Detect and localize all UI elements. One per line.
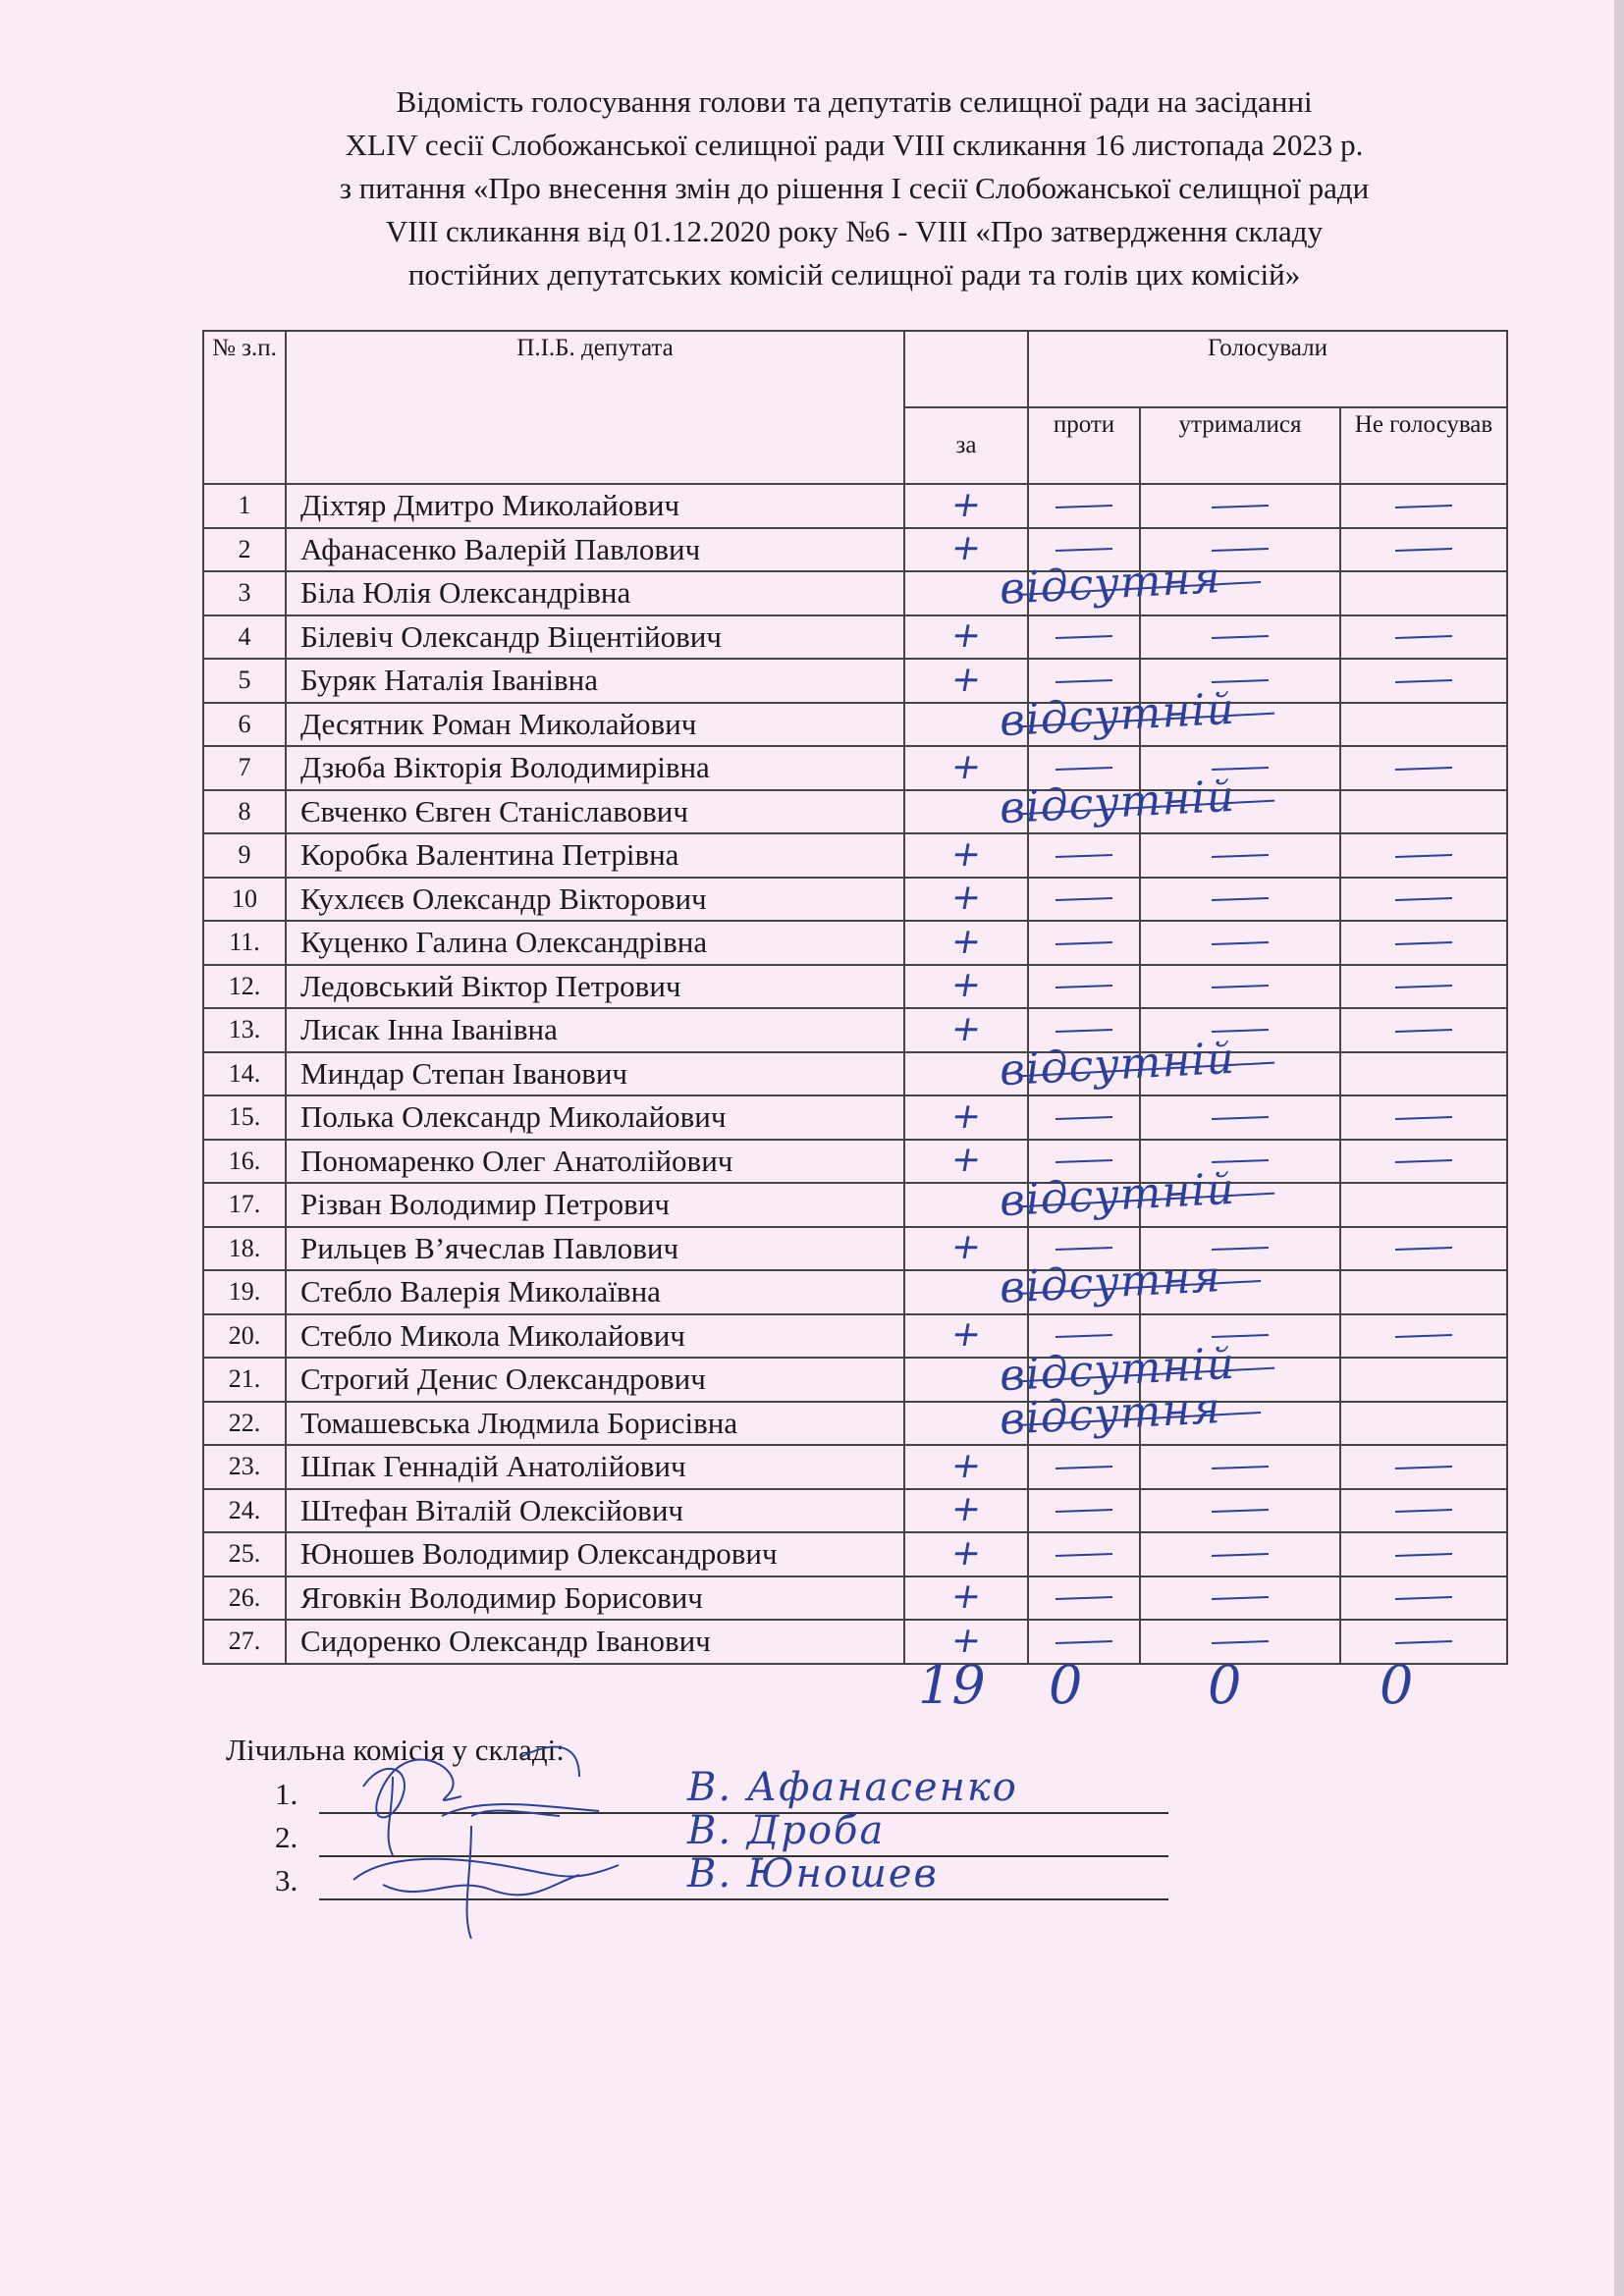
dash-mark [1056, 1247, 1112, 1251]
dash-mark [1056, 897, 1112, 901]
row-number: 10 [203, 878, 286, 922]
table-row [203, 878, 1507, 922]
row-number: 9 [203, 833, 286, 878]
header-for: за [904, 407, 1028, 484]
vote-not-voted-cell [1340, 1052, 1507, 1096]
dash-mark [1395, 941, 1452, 945]
member-name: В. Юношев [687, 1851, 939, 1896]
title-line-5: постійних депутатських комісій селищної ради та голів цих комісій» [407, 257, 1301, 292]
vote-against-cell [1028, 833, 1140, 878]
row-number: 1 [203, 484, 286, 528]
dash-mark [1395, 1116, 1452, 1120]
vote-for-cell [904, 1576, 1028, 1621]
row-number: 11. [203, 921, 286, 965]
total-for: 19 [918, 1654, 986, 1716]
absent-note: відсутня [998, 1382, 1222, 1445]
deputy-name: Білевіч Олександр Віцентійович [286, 615, 904, 660]
deputy-name: Сидоренко Олександр Іванович [286, 1620, 904, 1664]
header-voted: Голосували [1028, 331, 1507, 407]
dash-mark [1212, 548, 1269, 552]
vote-against-cell [1028, 1532, 1140, 1576]
table-row [203, 1402, 1507, 1446]
plus-mark: + [947, 1576, 985, 1618]
plus-mark: + [947, 1008, 985, 1049]
plus-mark: + [947, 1489, 985, 1530]
vote-against-cell [1028, 615, 1140, 660]
plus-mark: + [947, 1445, 985, 1486]
vote-abstained-cell [1140, 1445, 1340, 1489]
vote-abstained-cell [1140, 1576, 1340, 1621]
deputy-name: Шпак Геннадій Анатолійович [286, 1445, 904, 1489]
vote-not-voted-cell [1340, 1445, 1507, 1489]
dash-mark [1395, 1509, 1452, 1513]
absent-note: відсутній [998, 1338, 1237, 1402]
dash-mark [1395, 985, 1452, 988]
deputy-name: Строгий Денис Олександрович [286, 1358, 904, 1402]
row-number: 23. [203, 1445, 286, 1489]
plus-mark: + [947, 484, 985, 525]
dash-mark [1212, 1466, 1269, 1469]
row-number: 18. [203, 1227, 286, 1271]
vote-not-voted-cell [1340, 878, 1507, 922]
plus-mark: + [947, 615, 985, 657]
vote-for-cell [904, 833, 1028, 878]
plus-mark: + [947, 921, 985, 962]
vote-not-voted-cell [1340, 484, 1507, 528]
dash-mark [1056, 1509, 1112, 1513]
vote-against-cell [1028, 1095, 1140, 1140]
deputy-name: Євченко Євген Станіславович [286, 790, 904, 834]
title-line-3: з питання «Про внесення змін до рішення І сесії Слобожанської селищної ради [339, 171, 1370, 205]
vote-not-voted-cell [1340, 1140, 1507, 1184]
vote-not-voted-cell [1340, 1183, 1507, 1227]
plus-mark: + [947, 659, 985, 700]
vote-abstained-cell [1140, 1532, 1340, 1576]
vote-against-cell [998, 1163, 1237, 1227]
dash-mark [1212, 1553, 1269, 1557]
dash-mark [1056, 1029, 1112, 1033]
vote-for-cell [904, 1489, 1028, 1533]
dash-mark [1395, 635, 1452, 639]
vote-not-voted-cell [1340, 1489, 1507, 1533]
vote-abstained-cell [1140, 615, 1340, 660]
vote-for-cell [904, 921, 1028, 965]
plus-mark: + [947, 746, 985, 787]
row-number: 17. [203, 1183, 286, 1227]
table-row [203, 746, 1507, 790]
vote-not-voted-cell [1340, 1402, 1507, 1446]
deputy-name: Пономаренко Олег Анатолійович [286, 1140, 904, 1184]
dash-mark [1056, 548, 1112, 552]
dash-mark [1395, 1640, 1452, 1644]
deputy-name: Буряк Наталія Іванівна [286, 659, 904, 703]
dash-mark [1212, 985, 1269, 988]
absent-note: відсутній [998, 683, 1237, 746]
row-number: 20. [203, 1314, 286, 1359]
total-not-voted: 0 [1380, 1654, 1414, 1716]
row-number: 15. [203, 1095, 286, 1140]
table-row [203, 790, 1507, 834]
table-row [203, 1445, 1507, 1489]
title-line-1: Відомість голосування голови та депутатів селищної ради на засіданні [396, 84, 1313, 119]
dash-mark [1056, 941, 1112, 945]
deputy-name: Стебло Микола Миколайович [286, 1314, 904, 1359]
vote-not-voted-cell [1340, 659, 1507, 703]
member-index: 1. [275, 1777, 298, 1811]
document-title [147, 80, 1561, 296]
table-row [203, 571, 1507, 615]
deputy-name: Лисак Інна Іванівна [286, 1008, 904, 1052]
absent-note: відсутня [998, 1252, 1222, 1313]
member-name: В. Дроба [687, 1808, 886, 1853]
plus-mark: + [947, 1532, 985, 1574]
dash-mark [1056, 1466, 1112, 1469]
plus-mark: + [947, 833, 985, 875]
vote-not-voted-cell [1340, 703, 1507, 747]
absent-note: відсутній [998, 1163, 1237, 1227]
table-row [203, 528, 1507, 572]
dash-mark [1056, 1159, 1112, 1163]
member-index: 3. [275, 1863, 298, 1897]
deputy-name: Діхтяр Дмитро Миколайович [286, 484, 904, 528]
table-row [203, 1576, 1507, 1621]
deputy-name: Біла Юлія Олександрівна [286, 571, 904, 615]
vote-against-cell [1028, 1445, 1140, 1489]
absent-note: відсутній [998, 1033, 1237, 1095]
vote-not-voted-cell [1340, 1532, 1507, 1576]
deputy-name: Різван Володимир Петрович [286, 1183, 904, 1227]
dash-mark [1056, 679, 1112, 683]
dash-mark [1056, 1596, 1112, 1600]
table-row [203, 921, 1507, 965]
table-row [203, 1140, 1507, 1184]
vote-not-voted-cell [1340, 615, 1507, 660]
member-index: 2. [275, 1820, 298, 1854]
vote-abstained-cell [1140, 484, 1340, 528]
row-number: 14. [203, 1052, 286, 1096]
table-row [203, 1227, 1507, 1271]
vote-against-cell [998, 1382, 1222, 1446]
deputy-name: Томашевська Людмила Борисівна [286, 1402, 904, 1446]
dash-mark [1395, 854, 1452, 858]
vote-not-voted-cell [1340, 528, 1507, 572]
dash-mark [1395, 679, 1452, 683]
table-row [203, 1314, 1507, 1359]
dash-mark [1212, 1116, 1269, 1120]
vote-against-cell [998, 683, 1237, 747]
table-row [203, 1358, 1507, 1402]
table-row [203, 1183, 1507, 1227]
table-row [203, 1095, 1507, 1140]
dash-mark [1212, 505, 1269, 508]
deputy-name: Юношев Володимир Олександрович [286, 1532, 904, 1576]
dash-mark [1212, 679, 1269, 683]
row-number: 27. [203, 1620, 286, 1664]
vote-not-voted-cell [1340, 746, 1507, 790]
dash-mark [1395, 1159, 1452, 1163]
dash-mark [1056, 505, 1112, 508]
row-number: 26. [203, 1576, 286, 1621]
committee-label: Лічильна комісія у складі: [226, 1733, 565, 1767]
plus-mark: + [947, 965, 985, 1006]
vote-not-voted-cell [1340, 1008, 1507, 1052]
dash-mark [1395, 1553, 1452, 1557]
table-row [203, 1489, 1507, 1533]
row-number: 19. [203, 1270, 286, 1314]
dash-mark [1395, 1334, 1452, 1338]
dash-mark [1395, 1466, 1452, 1469]
dash-mark [1212, 1247, 1269, 1251]
row-number: 16. [203, 1140, 286, 1184]
dash-mark [1056, 1553, 1112, 1557]
vote-not-voted-cell [1340, 921, 1507, 965]
voting-table [202, 330, 1508, 1665]
vote-for-cell [904, 615, 1028, 660]
row-number: 5 [203, 659, 286, 703]
dash-mark [1212, 941, 1269, 945]
deputy-name: Дзюба Вікторія Володимирівна [286, 746, 904, 790]
vote-against-cell [1028, 965, 1140, 1009]
dash-mark [1212, 854, 1269, 858]
table-row [203, 484, 1507, 528]
vote-against-cell [1028, 1576, 1140, 1621]
dash-mark [1395, 767, 1452, 771]
dash-mark [1212, 1029, 1269, 1033]
vote-for-cell [904, 1095, 1028, 1140]
row-number: 7 [203, 746, 286, 790]
table-row [203, 965, 1507, 1009]
row-number: 22. [203, 1402, 286, 1446]
vote-against-cell [1028, 1489, 1140, 1533]
dash-mark [1212, 635, 1269, 639]
handwritten-signature [324, 1718, 677, 1944]
dash-mark [1395, 1596, 1452, 1600]
dash-mark [1212, 897, 1269, 901]
row-number: 8 [203, 790, 286, 834]
deputy-name: Куценко Галина Олександрівна [286, 921, 904, 965]
deputy-name: Полька Олександр Миколайович [286, 1095, 904, 1140]
vote-not-voted-cell [1340, 833, 1507, 878]
row-number: 25. [203, 1532, 286, 1576]
dash-mark [1056, 767, 1112, 771]
vote-abstained-cell [1140, 1489, 1340, 1533]
deputy-name: Штефан Віталій Олексійович [286, 1489, 904, 1533]
header-num: № з.п. [203, 331, 286, 484]
vote-not-voted-cell [1340, 790, 1507, 834]
vote-for-cell [904, 1445, 1028, 1489]
deputy-name: Яговкін Володимир Борисович [286, 1576, 904, 1621]
vote-for-cell [904, 965, 1028, 1009]
vote-for-cell [904, 1532, 1028, 1576]
deputy-name: Стебло Валерія Миколаївна [286, 1270, 904, 1314]
title-line-4: VIII скликання від 01.12.2020 року №6 - VIII «Про затвердження складу [385, 214, 1324, 248]
vote-against-cell [1028, 878, 1140, 922]
plus-mark: + [947, 1140, 985, 1181]
deputy-name: Кухлєєв Олександр Вікторович [286, 878, 904, 922]
vote-against-cell [998, 1033, 1237, 1096]
dash-mark [1395, 505, 1452, 508]
deputy-name: Ледовський Віктор Петрович [286, 965, 904, 1009]
plus-mark: + [947, 1227, 985, 1268]
dash-mark [1056, 985, 1112, 988]
deputy-name: Десятник Роман Миколайович [286, 703, 904, 747]
dash-mark [1212, 1159, 1269, 1163]
dash-mark [1056, 1116, 1112, 1120]
dash-mark [1395, 1029, 1452, 1033]
row-number: 4 [203, 615, 286, 660]
row-number: 24. [203, 1489, 286, 1533]
vote-totals [0, 1654, 1624, 1716]
table-row [203, 833, 1507, 878]
vote-against-cell [998, 1252, 1222, 1314]
vote-abstained-cell [1140, 965, 1340, 1009]
header-not-voted: Не голосував [1340, 407, 1507, 484]
header-name: П.І.Б. депутата [286, 331, 904, 484]
table-row [203, 1052, 1507, 1096]
table-row [203, 1008, 1507, 1052]
title-line-2: XLIV сесії Слобожанської селищної ради VIII скликання 16 листопада 2023 р. [345, 128, 1364, 162]
header-against: проти [1028, 407, 1140, 484]
deputy-name: Афанасенко Валерій Павлович [286, 528, 904, 572]
vote-abstained-cell [1140, 878, 1340, 922]
vote-not-voted-cell [1340, 1358, 1507, 1402]
dash-mark [1212, 1334, 1269, 1338]
row-number: 13. [203, 1008, 286, 1052]
absent-note: відсутній [998, 771, 1237, 833]
vote-against-cell [1028, 921, 1140, 965]
plus-mark: + [947, 1314, 985, 1356]
vote-against-cell [1028, 484, 1140, 528]
vote-not-voted-cell [1340, 1314, 1507, 1359]
row-number: 21. [203, 1358, 286, 1402]
table-row [203, 659, 1507, 703]
vote-not-voted-cell [1340, 571, 1507, 615]
vote-abstained-cell [1140, 1095, 1340, 1140]
vote-not-voted-cell [1340, 1576, 1507, 1621]
plus-mark: + [947, 1620, 985, 1661]
plus-mark: + [947, 528, 985, 569]
plus-mark: + [947, 1095, 985, 1137]
dash-mark [1212, 1640, 1269, 1644]
dash-mark [1056, 635, 1112, 639]
total-abstained: 0 [1208, 1654, 1242, 1716]
vote-abstained-cell [1140, 921, 1340, 965]
plus-mark: + [947, 878, 985, 919]
row-number: 3 [203, 571, 286, 615]
header-abstained: утрималися [1140, 407, 1340, 484]
deputy-name: Рильцев В’ячеслав Павлович [286, 1227, 904, 1271]
dash-mark [1395, 548, 1452, 552]
dash-mark [1212, 1596, 1269, 1600]
vote-for-cell [904, 484, 1028, 528]
dash-mark [1395, 897, 1452, 901]
dash-mark [1056, 1334, 1112, 1338]
row-number: 12. [203, 965, 286, 1009]
vote-not-voted-cell [1340, 1095, 1507, 1140]
member-name: В. Афанасенко [687, 1765, 1018, 1810]
dash-mark [1212, 1509, 1269, 1513]
vote-against-cell [998, 553, 1222, 615]
row-number: 6 [203, 703, 286, 747]
dash-mark [1056, 1640, 1112, 1644]
vote-not-voted-cell [1340, 965, 1507, 1009]
deputy-name: Миндар Степан Іванович [286, 1052, 904, 1096]
vote-not-voted-cell [1340, 1270, 1507, 1314]
vote-not-voted-cell [1340, 1227, 1507, 1271]
vote-abstained-cell [1140, 833, 1340, 878]
absent-note: відсутня [998, 553, 1222, 614]
dash-mark [1395, 1247, 1452, 1251]
dash-mark [1212, 767, 1269, 771]
vote-for-cell [904, 878, 1028, 922]
vote-against-cell [998, 771, 1237, 834]
dash-mark [1056, 854, 1112, 858]
table-row [203, 703, 1507, 747]
total-against: 0 [1049, 1654, 1083, 1716]
table-row [203, 615, 1507, 660]
header-blank [904, 331, 1028, 407]
table-row [203, 1532, 1507, 1576]
deputy-name: Коробка Валентина Петрівна [286, 833, 904, 878]
row-number: 2 [203, 528, 286, 572]
table-row [203, 1270, 1507, 1314]
